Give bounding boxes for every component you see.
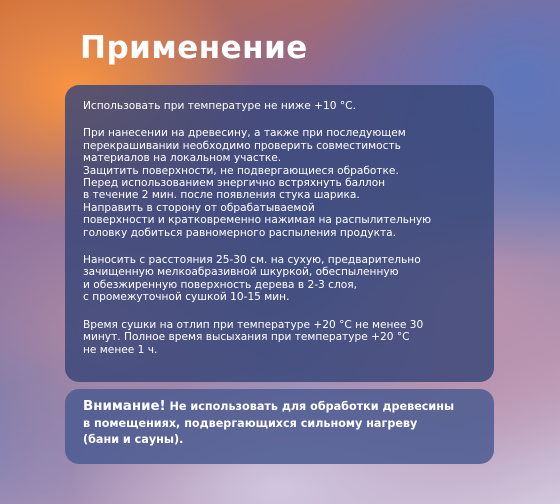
instruction-paragraph: Использовать при температуре не ниже +10 °С. <box>83 100 356 112</box>
warning-card <box>65 389 494 464</box>
instruction-paragraph: Наносить с расстояния 25-30 см. на сухую, предварительно зачищенную мелкоабразивной шкуркой, обеспыленную и обезжиренную поверхность дерева в 2-3 слоя, с промежуточной сушкой 10-15 мин. <box>83 254 421 304</box>
warning-label: Внимание! <box>83 399 166 414</box>
page-title: Применение <box>80 30 308 66</box>
instruction-paragraph: Время сушки на отлип при температуре +20 °С не менее 30 минут. Полное время высыхания при температуре +20 °С не менее 1 ч. <box>83 318 424 356</box>
warning-message <box>83 399 480 449</box>
warning-text: Не использовать для обработки древесины в помещениях, подвергающихся сильному нагреву (бани и сауны). <box>83 400 455 446</box>
instruction-paragraph: При нанесении на древесину, а также при последующем перекрашивании необходимо проверить совместимость материалов на локальном участке. Защитить поверхности, не подвергающиеся обработке. Перед использованием энергично встряхнуть баллон в течение 2 мин. после появления стука шарика. Направить в сторону от обрабатываемой поверхности и кратковременно нажимая на распылительную головку добиться равномерного распыления продукта. <box>83 127 432 239</box>
instructions-card <box>65 85 494 382</box>
